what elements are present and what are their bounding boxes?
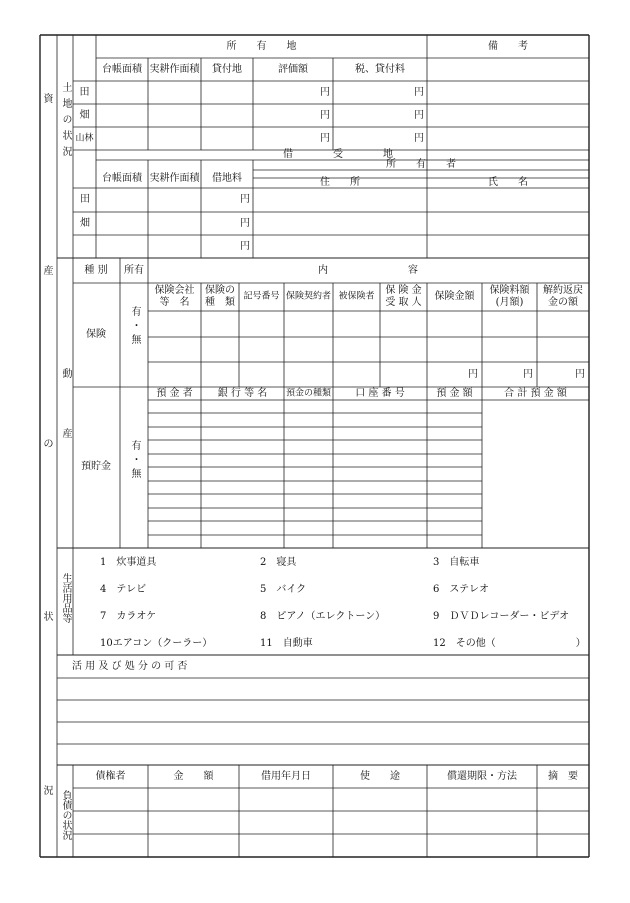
- land-status-label: 土地の状況: [60, 82, 71, 162]
- owned-land-cell[interactable]: [333, 127, 427, 150]
- insurance-cell[interactable]: [333, 311, 380, 336]
- yen-unit: 円: [320, 86, 330, 98]
- owner-header: 所 有 者: [386, 159, 456, 170]
- insurance-cell[interactable]: [482, 337, 537, 362]
- owned-row-label: 田: [79, 86, 90, 98]
- usage-entry-line[interactable]: [57, 678, 589, 700]
- yen-unit: 円: [468, 368, 478, 380]
- debt-col-header: 借用年月日: [261, 770, 311, 782]
- ownership-header: 所有: [124, 264, 144, 276]
- debt-cell[interactable]: [239, 834, 333, 857]
- living-goods-item: 6 ステレオ: [433, 584, 489, 595]
- debt-cell[interactable]: [148, 788, 239, 811]
- debt-cell[interactable]: [537, 811, 589, 834]
- savings-col-header: 預金の種類: [285, 388, 332, 399]
- insurance-cell[interactable]: [239, 311, 284, 336]
- insurance-cell[interactable]: [284, 311, 333, 336]
- owned-col-header: 貸付地: [212, 63, 242, 75]
- savings-col-header: 預 金 額: [436, 388, 473, 399]
- living-goods-item: 3 自転車: [433, 557, 480, 568]
- debt-cell[interactable]: [239, 788, 333, 811]
- yen-unit: 円: [320, 132, 330, 144]
- insurance-cell[interactable]: [380, 337, 427, 362]
- insurance-col-header: 保険契約者: [285, 291, 332, 302]
- debt-col-header: 償還期限・方法: [447, 770, 517, 782]
- insurance-label: 保険: [86, 329, 106, 340]
- yen-unit: 円: [414, 86, 424, 98]
- owned-land-cell[interactable]: [148, 127, 201, 150]
- owned-col-header: 実耕作面積: [149, 63, 200, 75]
- yen-unit: 円: [240, 194, 250, 205]
- insurance-cell[interactable]: [239, 337, 284, 362]
- insurance-cell[interactable]: [482, 311, 537, 336]
- insurance-cell[interactable]: [427, 362, 482, 387]
- living-goods-item: 5 バイク: [260, 584, 307, 595]
- yen-unit: 円: [414, 132, 424, 144]
- has-savings-label: 有・無: [129, 440, 140, 482]
- owned-land-header: 所 有 地: [226, 40, 297, 52]
- insurance-cell[interactable]: [201, 337, 239, 362]
- insurance-cell[interactable]: [148, 311, 201, 336]
- insurance-cell[interactable]: [239, 362, 284, 387]
- insurance-col-header: 解約返戻 金の額: [543, 285, 583, 308]
- owned-land-cell[interactable]: [148, 104, 201, 127]
- owned-land-cell[interactable]: [201, 104, 253, 127]
- insurance-cell[interactable]: [537, 311, 589, 336]
- savings-label: 預貯金: [81, 461, 111, 472]
- usage-entry-line[interactable]: [57, 700, 589, 722]
- owned-land-cell[interactable]: [148, 81, 201, 104]
- insurance-cell[interactable]: [380, 362, 427, 387]
- debt-cell[interactable]: [73, 811, 148, 834]
- owned-land-cell[interactable]: [96, 81, 148, 104]
- insurance-col-header: 保 険 金 受 取 人: [385, 285, 422, 308]
- usage-entry-line[interactable]: [57, 722, 589, 744]
- owned-col-header: 税、貸付料: [355, 63, 405, 75]
- leased-col-header: 借地料: [212, 173, 242, 184]
- debt-cell[interactable]: [73, 834, 148, 857]
- leased-col-header: 実耕作面積: [149, 173, 200, 184]
- living-goods-item: 4 テレビ: [100, 584, 147, 595]
- savings-col-header: 預 金 者: [156, 388, 193, 399]
- insurance-cell[interactable]: [427, 311, 482, 336]
- leased-land-cell[interactable]: [96, 235, 148, 258]
- leased-land-cell[interactable]: [96, 212, 148, 235]
- insurance-cell[interactable]: [537, 337, 589, 362]
- side-label-char: 資: [43, 94, 54, 105]
- yen-unit: 円: [240, 217, 250, 229]
- content-header: 内 容: [318, 264, 418, 276]
- insurance-cell[interactable]: [427, 337, 482, 362]
- debt-cell[interactable]: [427, 811, 537, 834]
- savings-col-header: 銀 行 等 名: [217, 388, 268, 399]
- living-goods-item: 7 カラオケ: [100, 611, 157, 622]
- yen-unit: 円: [240, 240, 250, 252]
- usage-entry-line[interactable]: [57, 744, 589, 766]
- debt-status-label: 負債の状況: [60, 790, 71, 840]
- leased-col-header: 台帳面積: [102, 173, 142, 184]
- yen-unit: 円: [575, 368, 585, 380]
- insurance-cell[interactable]: [284, 337, 333, 362]
- leased-land-header: 借 受 地: [283, 149, 393, 160]
- owned-land-cell[interactable]: [96, 104, 148, 127]
- insurance-col-header: 保険金額: [434, 291, 475, 302]
- debt-cell[interactable]: [333, 811, 427, 834]
- leased-land-cell[interactable]: [96, 188, 148, 211]
- yen-unit: 円: [414, 109, 424, 121]
- owned-col-header: 台帳面積: [102, 63, 142, 75]
- debt-col-header: 金 額: [173, 770, 214, 782]
- insurance-cell[interactable]: [148, 337, 201, 362]
- address-header: 住 所: [320, 177, 360, 188]
- insurance-cell[interactable]: [333, 337, 380, 362]
- insurance-col-header: 保険料額 (月額): [489, 285, 530, 308]
- living-goods-item: 12 その他（ ）: [433, 638, 586, 649]
- debt-cell[interactable]: [239, 811, 333, 834]
- owned-col-header: 評価額: [278, 63, 308, 75]
- debt-cell[interactable]: [537, 788, 589, 811]
- owned-land-cell[interactable]: [253, 81, 333, 104]
- insurance-col-header: 保険の 種 類: [205, 285, 235, 308]
- owned-land-cell[interactable]: [201, 81, 253, 104]
- debt-cell[interactable]: [333, 788, 427, 811]
- remarks-header: 備 考: [488, 40, 528, 52]
- living-goods-item: 8 ピアノ（エレクトーン）: [260, 611, 386, 622]
- living-goods-item: 2 寝具: [260, 557, 297, 568]
- debt-cell[interactable]: [427, 834, 537, 857]
- living-goods-item: 10エアコン（クーラー）: [100, 638, 213, 649]
- owned-land-cell[interactable]: [201, 127, 253, 150]
- yen-unit: 円: [320, 109, 330, 121]
- name-header: 氏 名: [488, 177, 528, 188]
- side-label-char: 況: [43, 786, 54, 797]
- has-insurance-label: 有・無: [129, 306, 140, 348]
- insurance-cell[interactable]: [148, 362, 201, 387]
- owned-land-cell[interactable]: [253, 127, 333, 150]
- movables-label: 動産: [60, 368, 71, 488]
- kind-header: 種 別: [84, 264, 108, 276]
- insurance-cell[interactable]: [482, 362, 537, 387]
- debt-col-header: 債権者: [95, 770, 126, 782]
- yen-unit: 円: [523, 368, 533, 380]
- debt-cell[interactable]: [148, 811, 239, 834]
- debt-col-header: 摘 要: [548, 770, 578, 782]
- owned-land-cell[interactable]: [333, 81, 427, 104]
- owned-land-cell[interactable]: [333, 104, 427, 127]
- debt-cell[interactable]: [148, 834, 239, 857]
- living-goods-label: 生活用品等: [60, 573, 71, 623]
- owned-land-cell[interactable]: [96, 127, 148, 150]
- insurance-cell[interactable]: [537, 362, 589, 387]
- debt-cell[interactable]: [537, 834, 589, 857]
- debt-cell[interactable]: [73, 788, 148, 811]
- savings-col-header: 口 座 番 号: [355, 388, 405, 399]
- debt-col-header: 使 途: [360, 770, 400, 782]
- usage-title: 活 用 及 び 処 分 の 可 否: [72, 661, 188, 672]
- insurance-col-header: 記号番号: [243, 291, 280, 302]
- owned-row-label: 畑: [79, 109, 90, 121]
- owned-row-label: 山林: [75, 133, 94, 143]
- insurance-col-header: 保険会社 等 名: [154, 285, 195, 308]
- leased-row-label: 田: [80, 194, 90, 205]
- side-label-char: 産: [43, 266, 54, 277]
- side-label-char: の: [43, 439, 54, 450]
- insurance-col-header: 被保険者: [338, 291, 375, 302]
- insurance-cell[interactable]: [284, 362, 333, 387]
- owned-land-cell[interactable]: [253, 104, 333, 127]
- living-goods-item: 9 ＤＶＤレコーダー・ビデオ: [433, 611, 570, 622]
- insurance-cell[interactable]: [201, 311, 239, 336]
- side-label-char: 状: [43, 612, 54, 623]
- savings-col-header: 合 計 預 金 額: [504, 388, 567, 399]
- insurance-cell[interactable]: [201, 362, 239, 387]
- insurance-cell[interactable]: [333, 362, 380, 387]
- leased-row-label: 畑: [80, 217, 90, 229]
- debt-cell[interactable]: [427, 788, 537, 811]
- insurance-cell[interactable]: [380, 311, 427, 336]
- living-goods-item: 11 自動車: [260, 638, 313, 649]
- debt-cell[interactable]: [333, 834, 427, 857]
- living-goods-item: 1 炊事道具: [100, 557, 157, 568]
